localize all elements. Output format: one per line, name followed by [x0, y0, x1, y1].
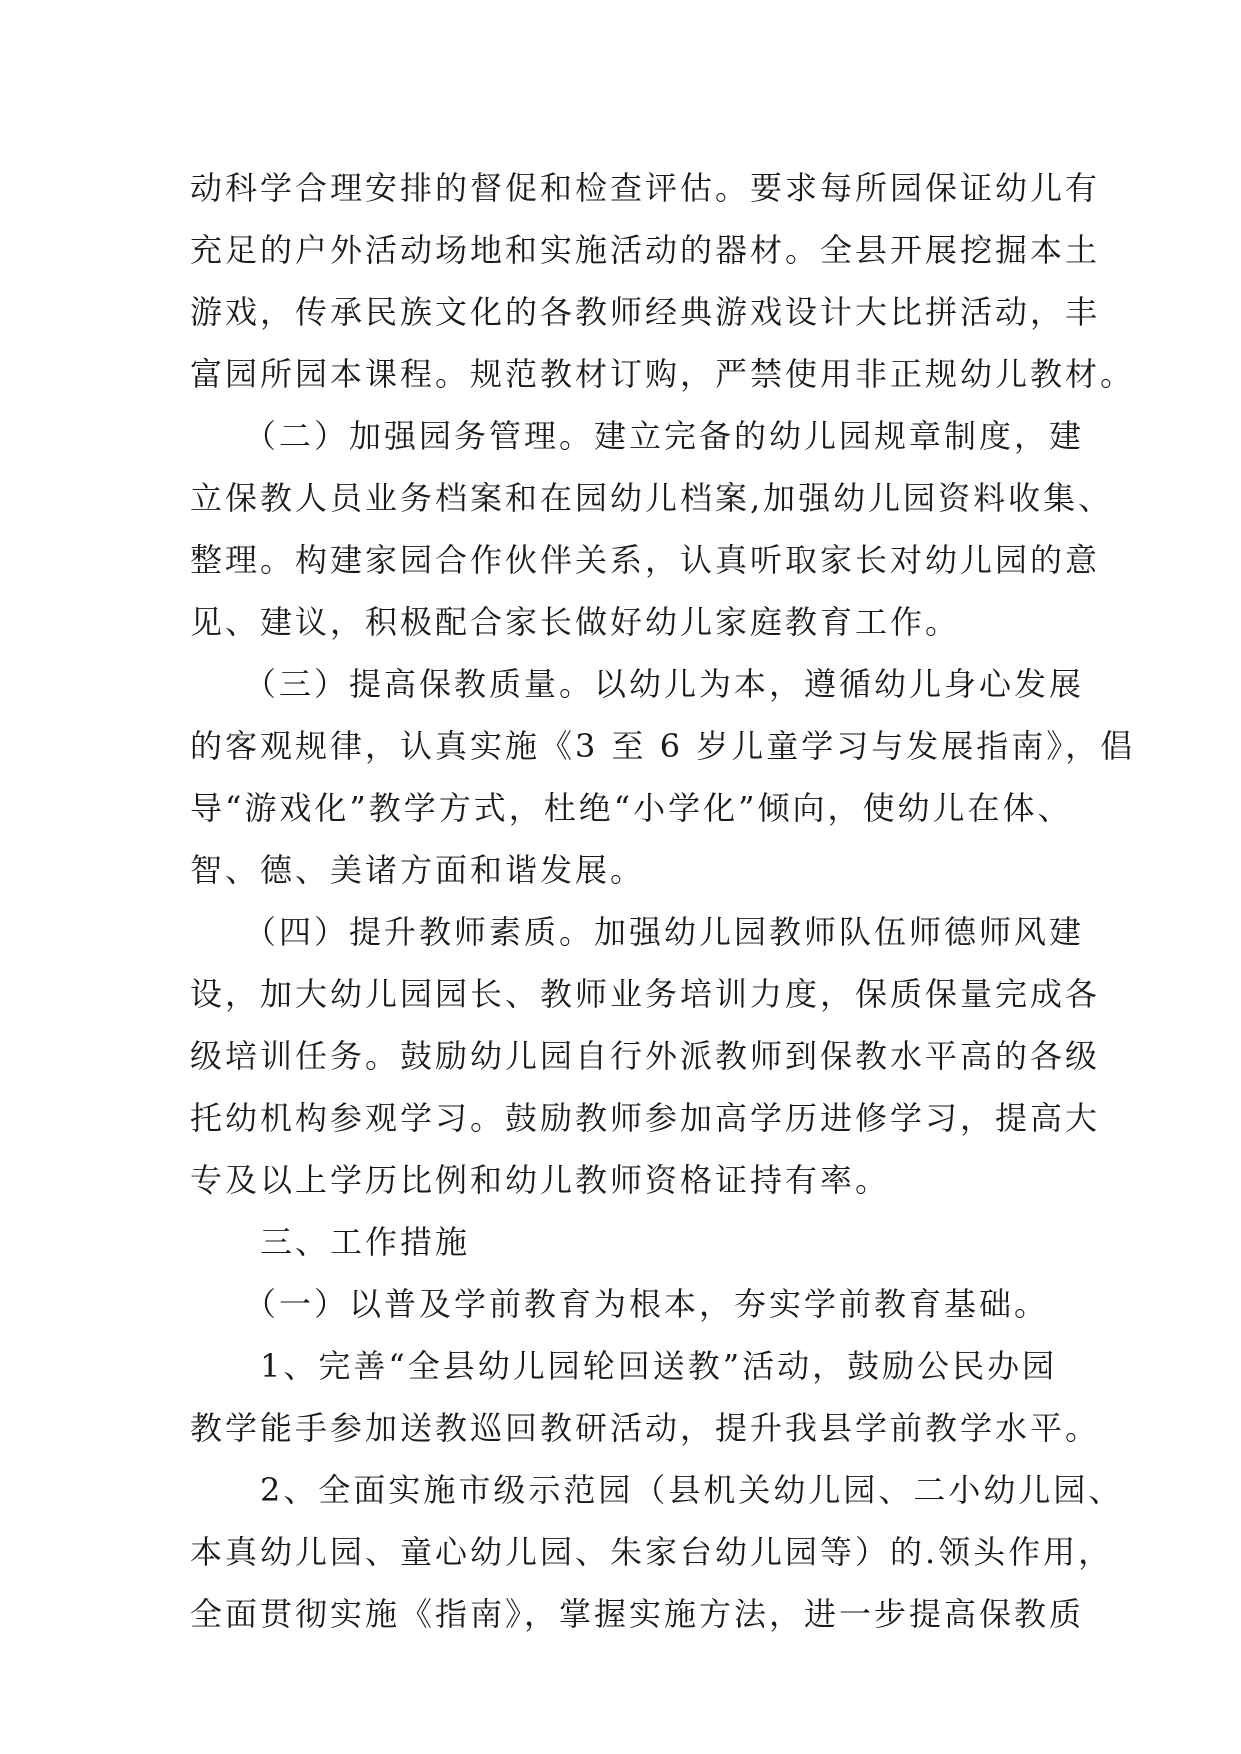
text-line: 全面贯彻实施《指南》，掌握实施方法，进一步提高保教质	[190, 1595, 1085, 1633]
text-line: 富园所园本课程。规范教材订购，严禁使用非正规幼儿教材。	[190, 355, 1136, 393]
text-line: 立保教人员业务档案和在园幼儿档案,加强幼儿园资料收集、	[190, 479, 1114, 517]
text-line: 动科学合理安排的督促和检查评估。要求每所园保证幼儿有	[190, 169, 1101, 207]
text-line: 整理。构建家园合作伙伴关系，认真听取家长对幼儿园的意	[190, 541, 1101, 579]
text-line: 1、完善“全县幼儿园轮回送教”活动，鼓励公民办园	[190, 1347, 1058, 1385]
text-line: 级培训任务。鼓励幼儿园自行外派教师到保教水平高的各级	[190, 1037, 1101, 1075]
text-line: 托幼机构参观学习。鼓励教师参加高学历进修学习，提高大	[190, 1099, 1101, 1137]
section-heading: 三、工作措施	[190, 1223, 471, 1261]
text-line: （四）提升教师素质。加强幼儿园教师队伍师德师风建	[190, 913, 1085, 951]
text-line: 专及以上学历比例和幼儿教师资格证持有率。	[190, 1161, 891, 1199]
text-line: （三）提高保教质量。以幼儿为本，遵循幼儿身心发展	[190, 665, 1085, 703]
text-line: 设，加大幼儿园园长、教师业务培训力度，保质保量完成各	[190, 975, 1101, 1013]
text-line: 2、全面实施市级示范园（县机关幼儿园、二小幼儿园、	[190, 1471, 1124, 1509]
text-line: 的客观规律，认真实施《3 至 6 岁儿童学习与发展指南》，倡	[190, 727, 1136, 765]
text-line: （一）以普及学前教育为根本，夯实学前教育基础。	[190, 1285, 1050, 1323]
text-line: 见、建议，积极配合家长做好幼儿家庭教育工作。	[190, 603, 961, 641]
text-line: 本真幼儿园、童心幼儿园、朱家台幼儿园等）的.领头作用，	[190, 1533, 1114, 1571]
text-line: 导“游戏化”教学方式，杜绝“小学化”倾向，使幼儿在体、	[190, 789, 1073, 827]
text-line: 教学能手参加送教巡回教研活动，提升我县学前教学水平。	[190, 1409, 1101, 1447]
body-text	[190, 157, 1136, 1645]
text-line: 充足的户外活动场地和实施活动的器材。全县开展挖掘本土	[190, 231, 1101, 269]
text-line: （二）加强园务管理。建立完备的幼儿园规章制度，建	[190, 417, 1085, 455]
text-line: 游戏，传承民族文化的各教师经典游戏设计大比拼活动，丰	[190, 293, 1101, 331]
text-line: 智、德、美诸方面和谐发展。	[190, 851, 646, 889]
